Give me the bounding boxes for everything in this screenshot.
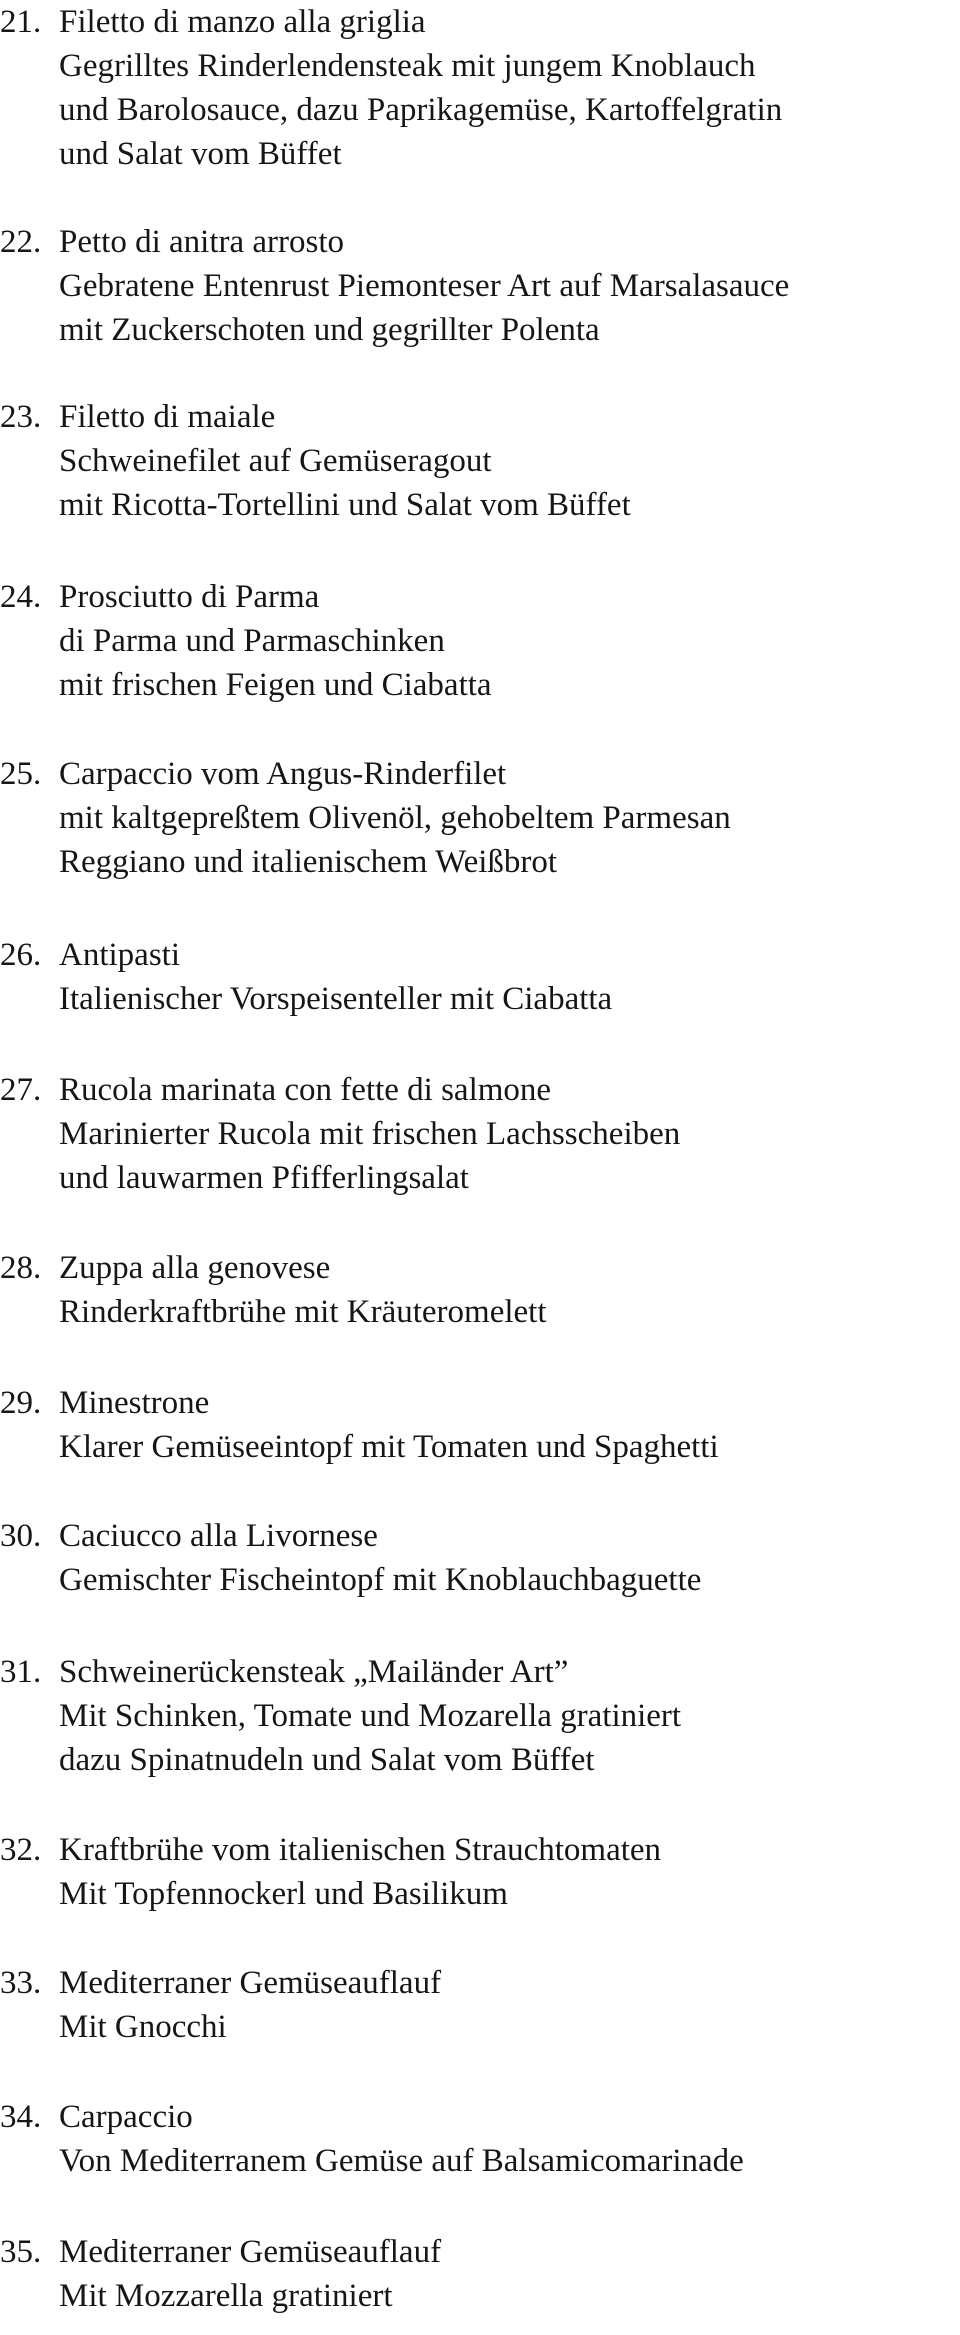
item-title: Mediterraner Gemüseauflauf — [59, 1965, 442, 2001]
item-number: 33. — [0, 1965, 42, 2001]
item-number: 28. — [0, 1250, 42, 1286]
item-title: Antipasti — [59, 937, 180, 973]
item-description-line: Rinderkraftbrühe mit Kräuteromelett — [59, 1294, 547, 1330]
item-title: Filetto di manzo alla griglia — [59, 4, 426, 40]
item-title: Schweinerückensteak „Mailänder Art” — [59, 1654, 569, 1690]
item-description-line: Italienischer Vorspeisenteller mit Ciabatta — [59, 981, 613, 1017]
item-description-line: Mit Gnocchi — [59, 2009, 227, 2045]
item-description-line: Von Mediterranem Gemüse auf Balsamicomarinade — [59, 2143, 744, 2179]
item-title: Rucola marinata con fette di salmone — [59, 1072, 552, 1108]
item-number: 30. — [0, 1518, 42, 1554]
item-description-line: Gemischter Fischeintopf mit Knoblauchbaguette — [59, 1562, 702, 1598]
item-description-line: mit kaltgepreßtem Olivenöl, gehobeltem Parmesan — [59, 800, 731, 836]
item-title: Mediterraner Gemüseauflauf — [59, 2234, 442, 2270]
item-number: 35. — [0, 2234, 42, 2270]
item-description-line: Reggiano und italienischem Weißbrot — [59, 844, 558, 880]
item-description-line: Mit Mozzarella gratiniert — [59, 2278, 393, 2314]
item-description-line: dazu Spinatnudeln und Salat vom Büffet — [59, 1742, 595, 1778]
item-description-line: Mit Schinken, Tomate und Mozarella gratiniert — [59, 1698, 682, 1734]
item-number: 26. — [0, 937, 42, 973]
item-description-line: di Parma und Parmaschinken — [59, 623, 445, 659]
item-description-line: und Salat vom Büffet — [59, 136, 342, 172]
item-description-line: Mit Topfennockerl und Basilikum — [59, 1876, 508, 1912]
item-title: Petto di anitra arrosto — [59, 224, 345, 260]
item-description-line: Klarer Gemüseeintopf mit Tomaten und Spaghetti — [59, 1429, 719, 1465]
item-title: Carpaccio vom Angus-Rinderfilet — [59, 756, 507, 792]
item-title: Filetto di maiale — [59, 399, 276, 435]
item-number: 23. — [0, 399, 42, 435]
item-number: 25. — [0, 756, 42, 792]
item-title: Caciucco alla Livornese — [59, 1518, 378, 1554]
item-description-line: Gegrilltes Rinderlendensteak mit jungem Knoblauch — [59, 48, 756, 84]
item-title: Zuppa alla genovese — [59, 1250, 331, 1286]
item-description-line: und lauwarmen Pfifferlingsalat — [59, 1160, 469, 1196]
item-number: 34. — [0, 2099, 42, 2135]
item-description-line: mit Zuckerschoten und gegrillter Polenta — [59, 312, 600, 348]
item-description-line: Gebratene Entenrust Piemonteser Art auf Marsalasauce — [59, 268, 790, 304]
item-title: Kraftbrühe vom italienischen Strauchtomaten — [59, 1832, 662, 1868]
item-title: Carpaccio — [59, 2099, 193, 2135]
item-number: 24. — [0, 579, 42, 615]
item-description-line: und Barolosauce, dazu Paprikagemüse, Kartoffelgratin — [59, 92, 783, 128]
item-description-line: mit Ricotta-Tortellini und Salat vom Büffet — [59, 487, 631, 523]
item-title: Minestrone — [59, 1385, 210, 1421]
item-number: 22. — [0, 224, 42, 260]
item-number: 32. — [0, 1832, 42, 1868]
item-number: 29. — [0, 1385, 42, 1421]
item-description-line: Marinierter Rucola mit frischen Lachsscheiben — [59, 1116, 681, 1152]
item-number: 27. — [0, 1072, 42, 1108]
item-title: Prosciutto di Parma — [59, 579, 320, 615]
item-number: 21. — [0, 4, 42, 40]
item-number: 31. — [0, 1654, 42, 1690]
item-description-line: Schweinefilet auf Gemüseragout — [59, 443, 492, 479]
item-description-line: mit frischen Feigen und Ciabatta — [59, 667, 492, 703]
